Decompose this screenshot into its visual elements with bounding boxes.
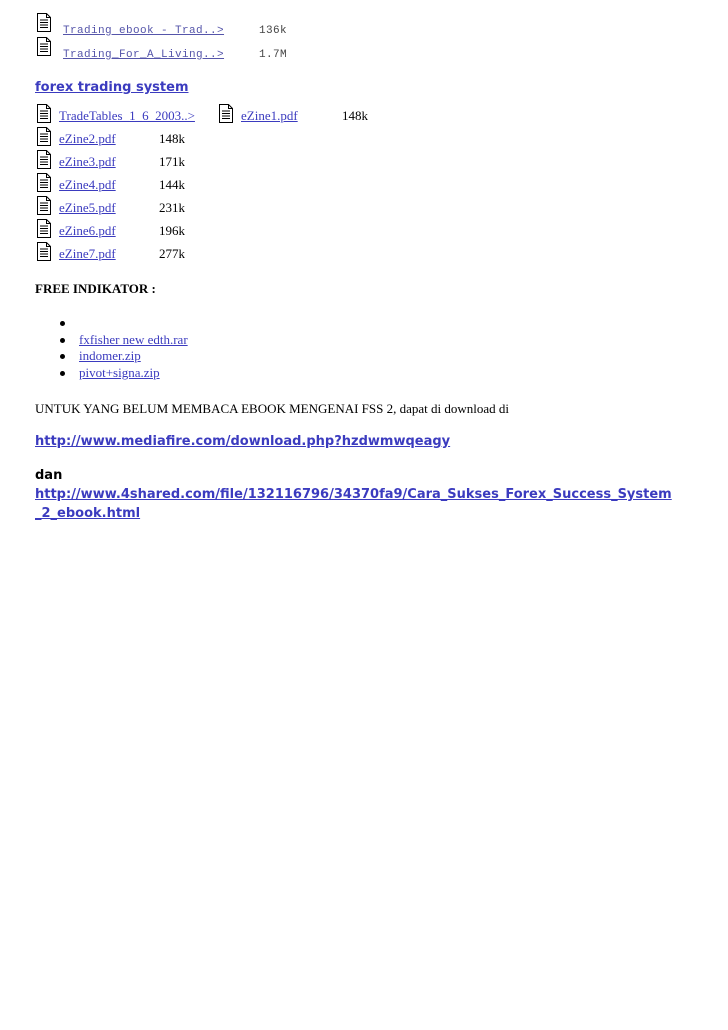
file-size: 144k: [159, 177, 185, 192]
file-link[interactable]: eZine1.pdf: [241, 108, 298, 123]
file-link[interactable]: Trading ebook - Trad..>: [63, 25, 225, 37]
document-icon: [36, 150, 52, 169]
bullet: [60, 371, 65, 376]
document-icon: [36, 104, 52, 123]
file-size: 231k: [159, 200, 185, 215]
section-title-link[interactable]: forex trading system: [35, 80, 189, 95]
bullet: [60, 321, 65, 326]
document-icon: [36, 219, 52, 238]
file-size: 277k: [159, 246, 185, 261]
file-size: 171k: [159, 154, 185, 169]
bullet: [60, 354, 65, 359]
document-icon: [36, 127, 52, 146]
file-link[interactable]: Trading_For_A_Living..>: [63, 49, 225, 61]
list-item[interactable]: fxfisher new edth.rar: [79, 332, 188, 347]
dan-text: dan: [35, 468, 63, 483]
file-link[interactable]: eZine4.pdf: [59, 177, 116, 192]
document-icon: [36, 37, 52, 56]
list-item[interactable]: pivot+signa.zip: [79, 365, 160, 380]
download-note: UNTUK YANG BELUM MEMBACA EBOOK MENGENAI FSS 2, dapat di download di: [35, 401, 510, 416]
document-icon: [218, 104, 234, 123]
document-icon: [36, 173, 52, 192]
file-link[interactable]: eZine7.pdf: [59, 246, 116, 261]
file-link[interactable]: eZine6.pdf: [59, 223, 116, 238]
file-size: 196k: [159, 223, 185, 238]
file-link[interactable]: TradeTables_1_6_2003..>: [59, 108, 195, 123]
file-size: 148k: [342, 108, 368, 123]
list-item[interactable]: indomer.zip: [79, 348, 141, 363]
indikator-heading: FREE INDIKATOR :: [35, 281, 156, 296]
file-size: 148k: [159, 131, 185, 146]
bullet: [60, 338, 65, 343]
file-link[interactable]: eZine5.pdf: [59, 200, 116, 215]
file-link[interactable]: eZine3.pdf: [59, 154, 116, 169]
mediafire-link[interactable]: http://www.mediafire.com/download.php?hzdwmwqeagy: [35, 434, 451, 449]
file-link[interactable]: eZine2.pdf: [59, 131, 116, 146]
file-size: 136k: [259, 25, 288, 37]
list-item: [63, 25, 288, 37]
4shared-link[interactable]: http://www.4shared.com/file/132116796/34370fa9/Cara_Sukses_Forex_Success_System: [35, 487, 672, 502]
list-item: [63, 49, 288, 61]
document-icon: [36, 13, 52, 32]
document-icon: [36, 196, 52, 215]
document-icon: [36, 242, 52, 261]
file-size: 1.7M: [259, 49, 288, 61]
4shared-link-continued[interactable]: _2_ebook.html: [35, 506, 141, 521]
